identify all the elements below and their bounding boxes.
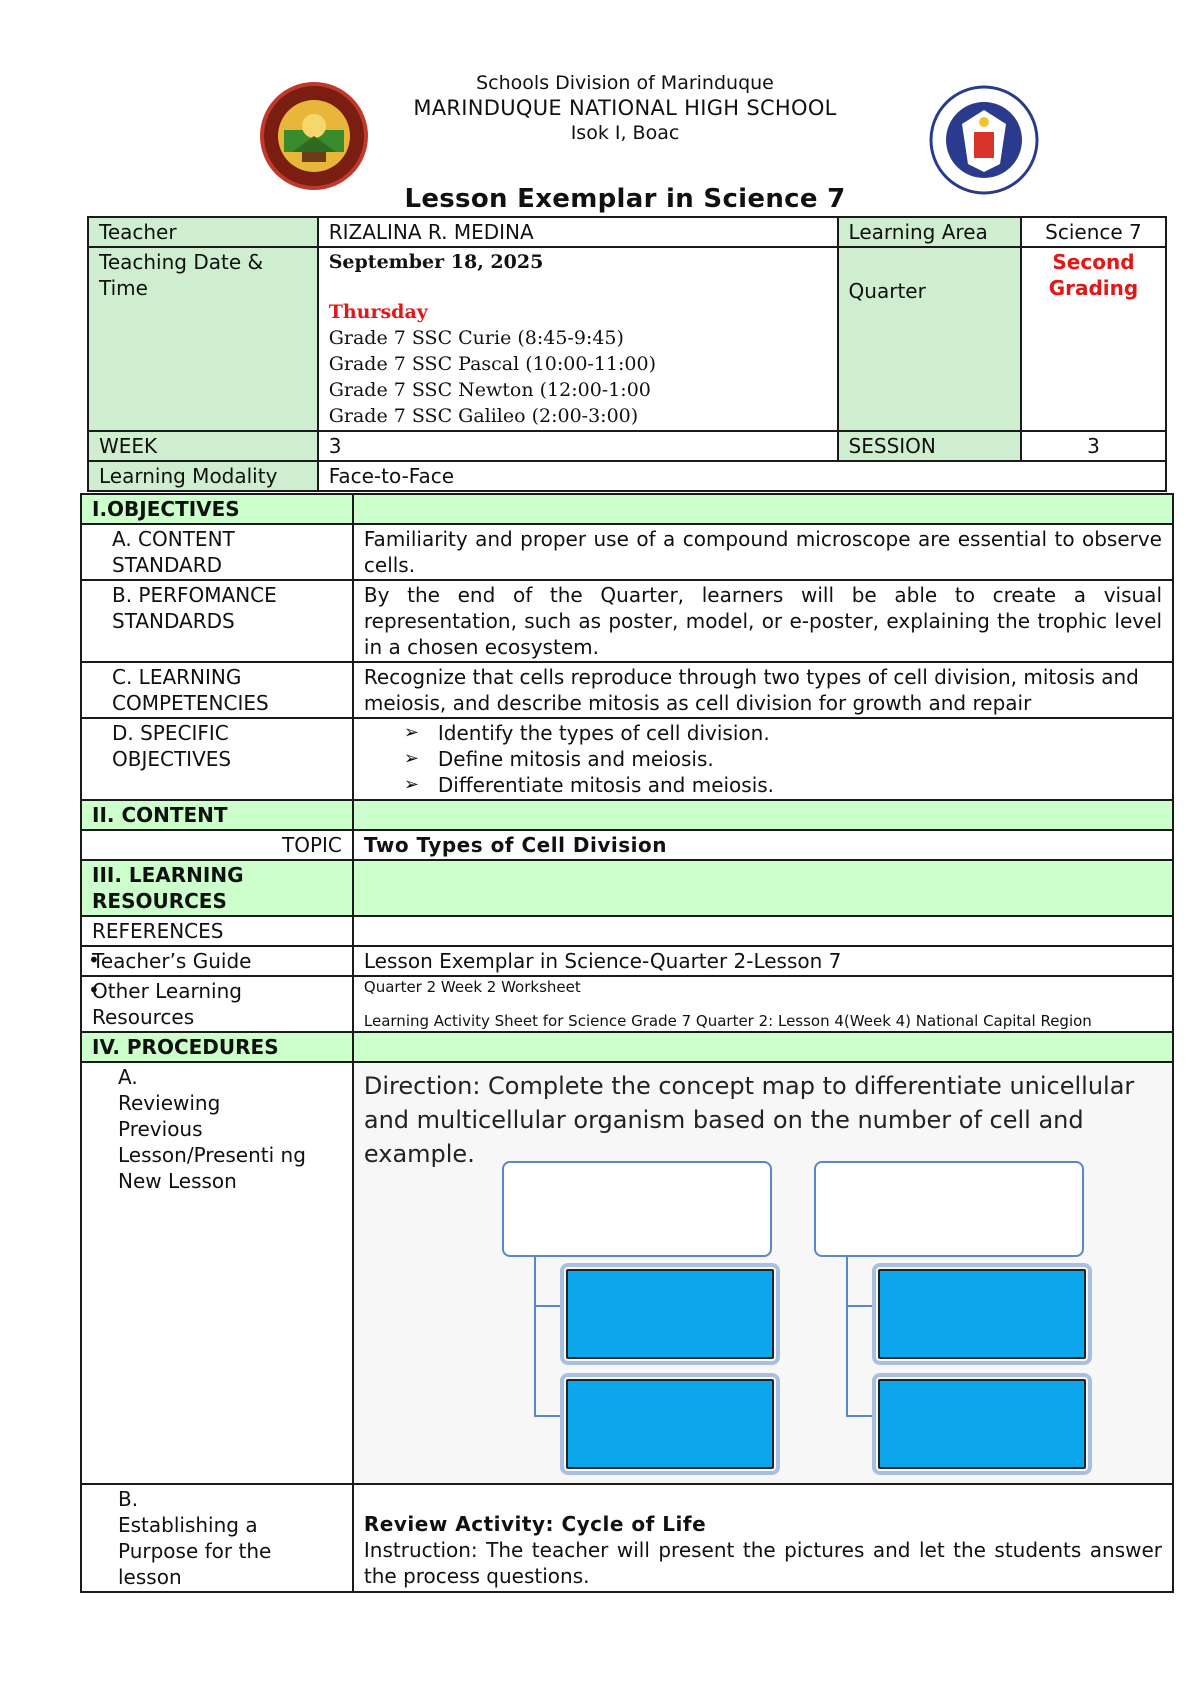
concept-map-blue-box <box>566 1269 774 1359</box>
content-standard-label: A. CONTENT STANDARD <box>81 524 353 580</box>
content-heading-fill <box>353 800 1173 830</box>
direction-text: Direction: Complete the concept map to differentiate unicellular and multicellular organism based on the number of cell and example. <box>363 1072 1135 1168</box>
procedure-b-number: B. <box>118 1487 139 1511</box>
teaching-date-cell <box>318 247 838 431</box>
week-label: WEEK <box>88 431 318 461</box>
procedure-a-number: A. <box>118 1065 138 1089</box>
learning-area-label: Learning Area <box>838 217 1021 247</box>
teachers-guide-label: • Teacher’s Guide <box>81 946 353 976</box>
division-name: Schools Division of Marinduque <box>476 72 774 94</box>
teachers-guide-value: Lesson Exemplar in Science-Quarter 2-Lesson 7 <box>353 946 1173 976</box>
schedule-item: Grade 7 SSC Galileo (2:00-3:00) <box>328 405 639 427</box>
review-activity-title: Review Activity: Cycle of Life <box>363 1512 707 1536</box>
learning-competencies-value: Recognize that cells reproduce through two types of cell division, mitosis and meiosis, and describe mitosis as cell division for growth and repair <box>353 662 1173 718</box>
references-value <box>353 916 1173 946</box>
teaching-date-label: Teaching Date & Time <box>88 247 318 431</box>
concept-map-blue-box <box>566 1379 774 1469</box>
schedule-item: Grade 7 SSC Newton (12:00-1:00 <box>328 379 651 401</box>
objectives-heading-fill <box>353 494 1173 524</box>
week-value: 3 <box>318 431 838 461</box>
schedule-item: Grade 7 SSC Curie (8:45-9:45) <box>328 327 624 349</box>
modality-value: Face-to-Face <box>318 461 1166 491</box>
list-item: ➢ Define mitosis and meiosis. <box>404 746 1162 772</box>
resource-item: Quarter 2 Week 2 Worksheet <box>363 978 581 996</box>
concept-map-top-box-right <box>814 1161 1084 1257</box>
procedure-a-text: Reviewing Previous Lesson/Presenti ng New Lesson <box>118 1091 306 1193</box>
performance-standards-label: B. PERFOMANCE STANDARDS <box>81 580 353 662</box>
connector-line <box>846 1415 874 1417</box>
content-standard-value: Familiarity and proper use of a compound microscope are essential to observe cells. <box>353 524 1173 580</box>
learning-area-value: Science 7 <box>1021 217 1166 247</box>
session-value: 3 <box>1021 431 1166 461</box>
procedure-b-text: Establishing a Purpose for the lesson <box>118 1513 272 1589</box>
resources-heading: III. LEARNING RESOURCES <box>81 860 353 916</box>
school-name: MARINDUQUE NATIONAL HIGH SCHOOL <box>413 96 837 120</box>
list-item: ➢ Identify the types of cell division. <box>404 720 1162 746</box>
procedure-b-content <box>353 1484 1173 1592</box>
info-table <box>87 216 1167 492</box>
day-value: Thursday <box>328 301 428 323</box>
quarter-label: Quarter <box>838 247 1021 431</box>
content-heading: II. CONTENT <box>81 800 353 830</box>
learning-competencies-label: C. LEARNING COMPETENCIES <box>81 662 353 718</box>
connector-line <box>534 1255 536 1415</box>
other-resources-label: • Other Learning Resources <box>81 976 353 1032</box>
schedule-item: Grade 7 SSC Pascal (10:00-11:00) <box>328 353 656 375</box>
quarter-value: Second Grading <box>1021 247 1166 431</box>
references-label: REFERENCES <box>81 916 353 946</box>
procedure-b-label <box>81 1484 353 1592</box>
concept-map-top-box-left <box>502 1161 772 1257</box>
connector-line <box>846 1255 848 1415</box>
teacher-value: RIZALINA R. MEDINA <box>318 217 838 247</box>
other-resources-value <box>353 976 1173 1032</box>
concept-map-cell <box>353 1062 1173 1484</box>
connector-line <box>534 1305 562 1307</box>
lesson-table <box>80 493 1174 1593</box>
connector-line <box>846 1305 874 1307</box>
procedures-heading-fill <box>353 1032 1173 1062</box>
modality-label: Learning Modality <box>88 461 318 491</box>
topic-label: TOPIC <box>81 830 353 860</box>
review-instruction: Instruction: The teacher will present the pictures and let the students answer the process questions. <box>363 1538 1162 1588</box>
resources-heading-fill <box>353 860 1173 916</box>
procedure-a-label <box>81 1062 353 1484</box>
list-item: ➢ Differentiate mitosis and meiosis. <box>404 772 1162 798</box>
page-title: Lesson Exemplar in Science 7 <box>404 184 846 214</box>
school-address: Isok I, Boac <box>570 122 680 144</box>
date-value: September 18, 2025 <box>328 251 544 273</box>
specific-objectives-label: D. SPECIFIC OBJECTIVES <box>81 718 353 800</box>
session-label: SESSION <box>838 431 1021 461</box>
teacher-label: Teacher <box>88 217 318 247</box>
resource-item: Learning Activity Sheet for Science Grade 7 Quarter 2: Lesson 4(Week 4) National Capital Region <box>363 1012 1092 1030</box>
concept-map-blue-box <box>878 1379 1086 1469</box>
connector-line <box>534 1415 562 1417</box>
topic-value: Two Types of Cell Division <box>353 830 1173 860</box>
specific-objectives-list <box>353 718 1173 800</box>
concept-map-blue-box <box>878 1269 1086 1359</box>
performance-standards-value: By the end of the Quarter, learners will be able to create a visual representation, such as poster, model, or e-poster, explaining the trophic level in a chosen ecosystem. <box>353 580 1173 662</box>
procedures-heading: IV. PROCEDURES <box>81 1032 353 1062</box>
objectives-heading: I.OBJECTIVES <box>81 494 353 524</box>
